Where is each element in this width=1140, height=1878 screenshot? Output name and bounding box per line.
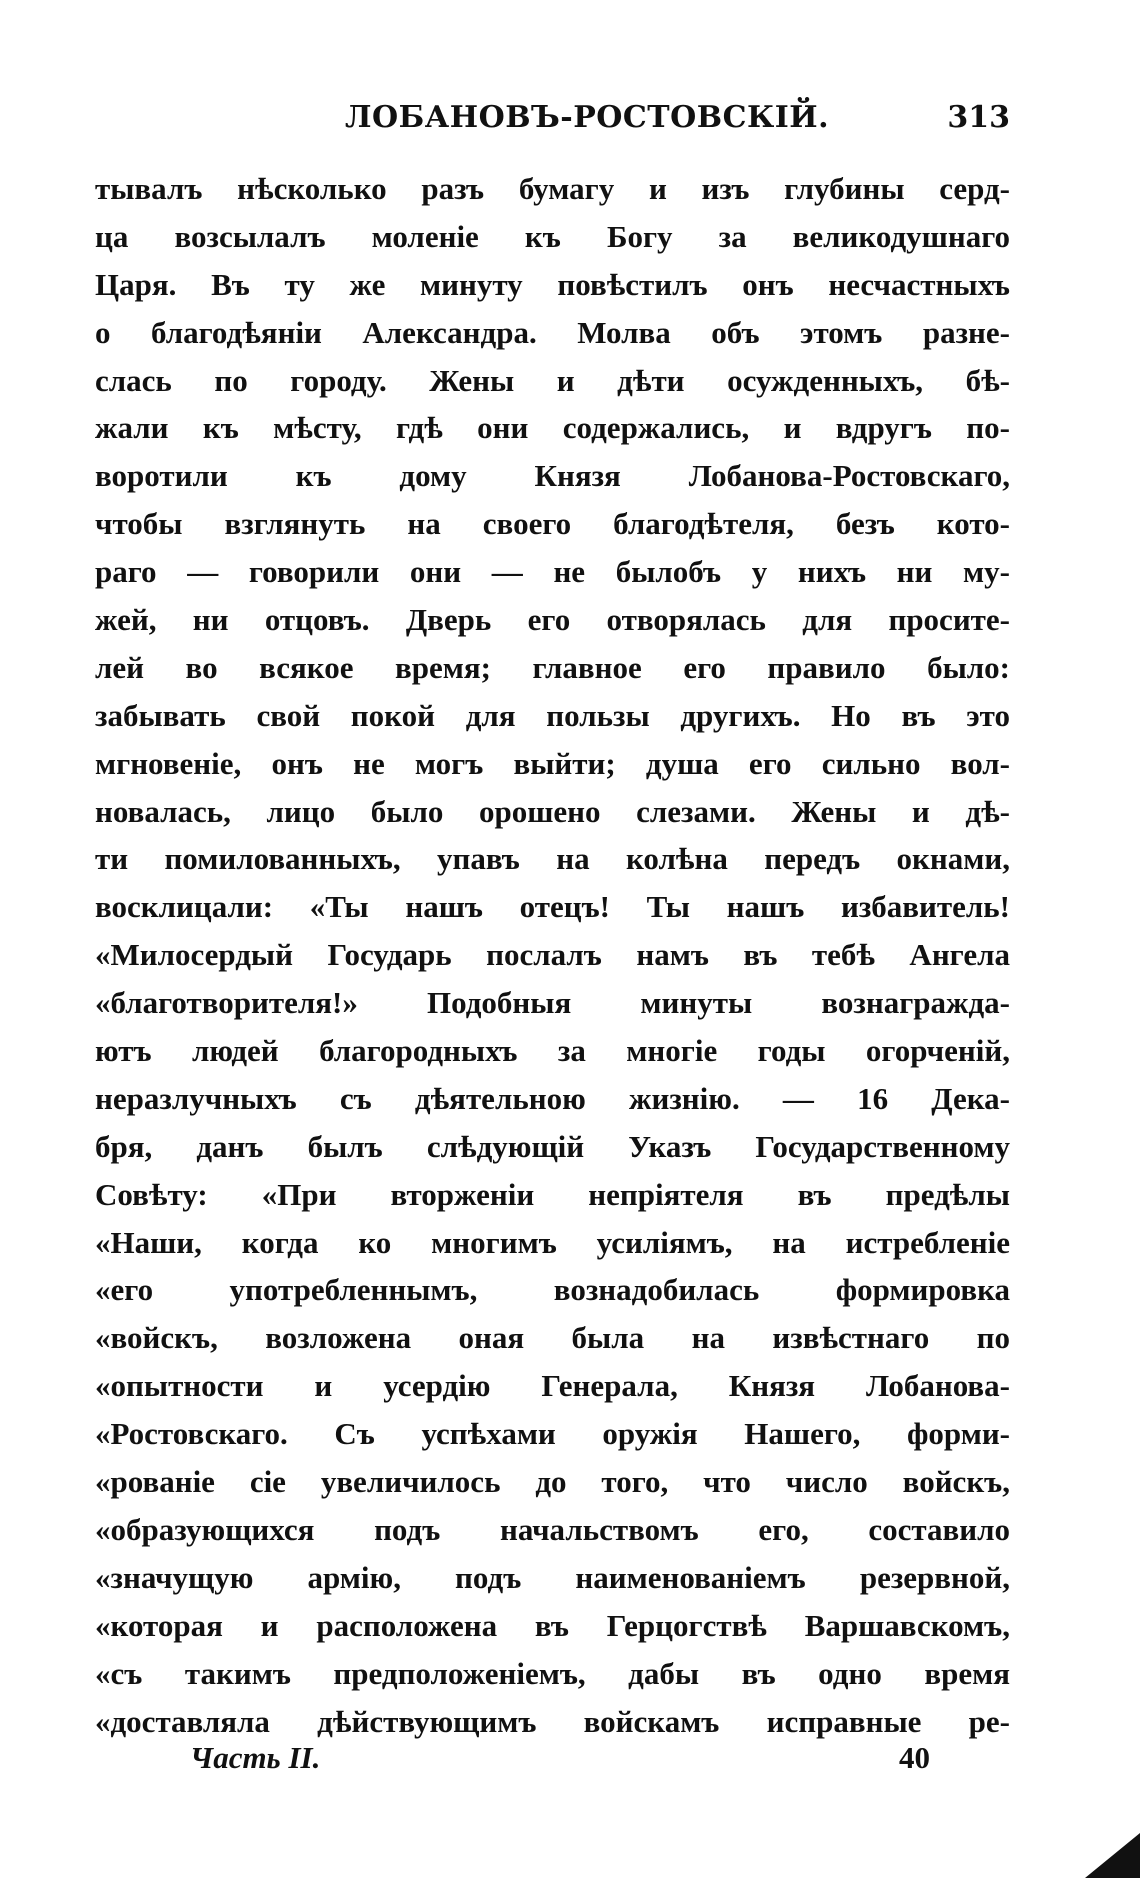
text-line: «рованіе сіе увеличилось до того, что число войскъ, (95, 1464, 1010, 1500)
text-line: «Милосердый Государь послалъ намъ въ тебѣ Ангела (95, 937, 1010, 973)
scan-corner-mark (1085, 1833, 1140, 1878)
text-line: слась по городу. Жены и дѣти осужденныхъ, бѣ- (95, 362, 1010, 398)
text-line: ти помилованныхъ, упавъ на колѣна передъ окнами, (95, 841, 1010, 877)
text-line: раго — говорили они — не былобъ у нихъ ни му- (95, 554, 1010, 590)
text-line: «опытности и усердію Генерала, Князя Лобанова- (95, 1368, 1010, 1404)
text-line: новалась, лицо было орошено слезами. Жены и дѣ- (95, 793, 1010, 829)
text-line: «образующихся подъ начальствомъ его, составило (95, 1511, 1010, 1547)
text-line: Совѣту: «При вторженіи непріятеля въ предѣлы (95, 1176, 1010, 1212)
page-header (95, 100, 1010, 150)
text-line: бря, данъ былъ слѣдующій Указъ Государственному (95, 1128, 1010, 1164)
text-line: чтобы взглянуть на своего благодѣтеля, безъ кото- (95, 506, 1010, 542)
running-title: ЛОБАНОВЪ-РОСТОВСКІЙ. (345, 100, 830, 135)
text-line: восклицали: «Ты нашъ отецъ! Ты нашъ избавитель! (95, 889, 1010, 925)
text-line: жали къ мѣсту, гдѣ они содержались, и вдругъ по- (95, 410, 1010, 446)
text-line: «Ростовскаго. Съ успѣхами оружія Нашего, форми- (95, 1416, 1010, 1452)
text-line: «которая и расположена въ Герцогствѣ Варшавскомъ, (95, 1607, 1010, 1643)
signature-mark: 40 (899, 1740, 930, 1775)
text-line: «доставляла дѣйствующимъ войскамъ исправные ре- (95, 1703, 1010, 1739)
text-line: мгновеніе, онъ не могъ выйти; душа его сильно вол- (95, 745, 1010, 781)
text-line: воротили къ дому Князя Лобанова-Ростовскаго, (95, 458, 1010, 494)
body-text (95, 165, 1010, 1745)
text-line: «значущую армію, подъ наименованіемъ резервной, (95, 1559, 1010, 1595)
text-line: лей во всякое время; главное его правило было: (95, 649, 1010, 685)
text-line: забывать свой покой для пользы другихъ. Но въ это (95, 697, 1010, 733)
text-line: ютъ людей благородныхъ за многіе годы огорченій, (95, 1033, 1010, 1069)
text-line: «благотворителя!» Подобныя минуты вознагражда- (95, 985, 1010, 1021)
page-number: 313 (947, 100, 1010, 135)
text-line: о благодѣяніи Александра. Молва объ этомъ разне- (95, 314, 1010, 350)
text-line: жей, ни отцовъ. Дверь его отворялась для просите- (95, 602, 1010, 638)
text-line: «войскъ, возложена оная была на извѣстнаго по (95, 1320, 1010, 1356)
text-line: ца возсылалъ моленіе къ Богу за великодушнаго (95, 218, 1010, 254)
text-line: Царя. Въ ту же минуту повѣстилъ онъ несчастныхъ (95, 266, 1010, 302)
text-line: «Наши, когда ко многимъ усиліямъ, на истребленіе (95, 1224, 1010, 1260)
text-line: «съ такимъ предположеніемъ, дабы въ одно время (95, 1655, 1010, 1691)
text-line: неразлучныхъ съ дѣятельною жизнію. — 16 Дека- (95, 1080, 1010, 1116)
text-line: тывалъ нѣсколько разъ бумагу и изъ глубины серд- (95, 171, 1010, 206)
text-line: «его употребленнымъ, вознадобилась формировка (95, 1272, 1010, 1308)
part-label: Часть II. (190, 1740, 321, 1775)
page-footer (190, 1740, 930, 1790)
